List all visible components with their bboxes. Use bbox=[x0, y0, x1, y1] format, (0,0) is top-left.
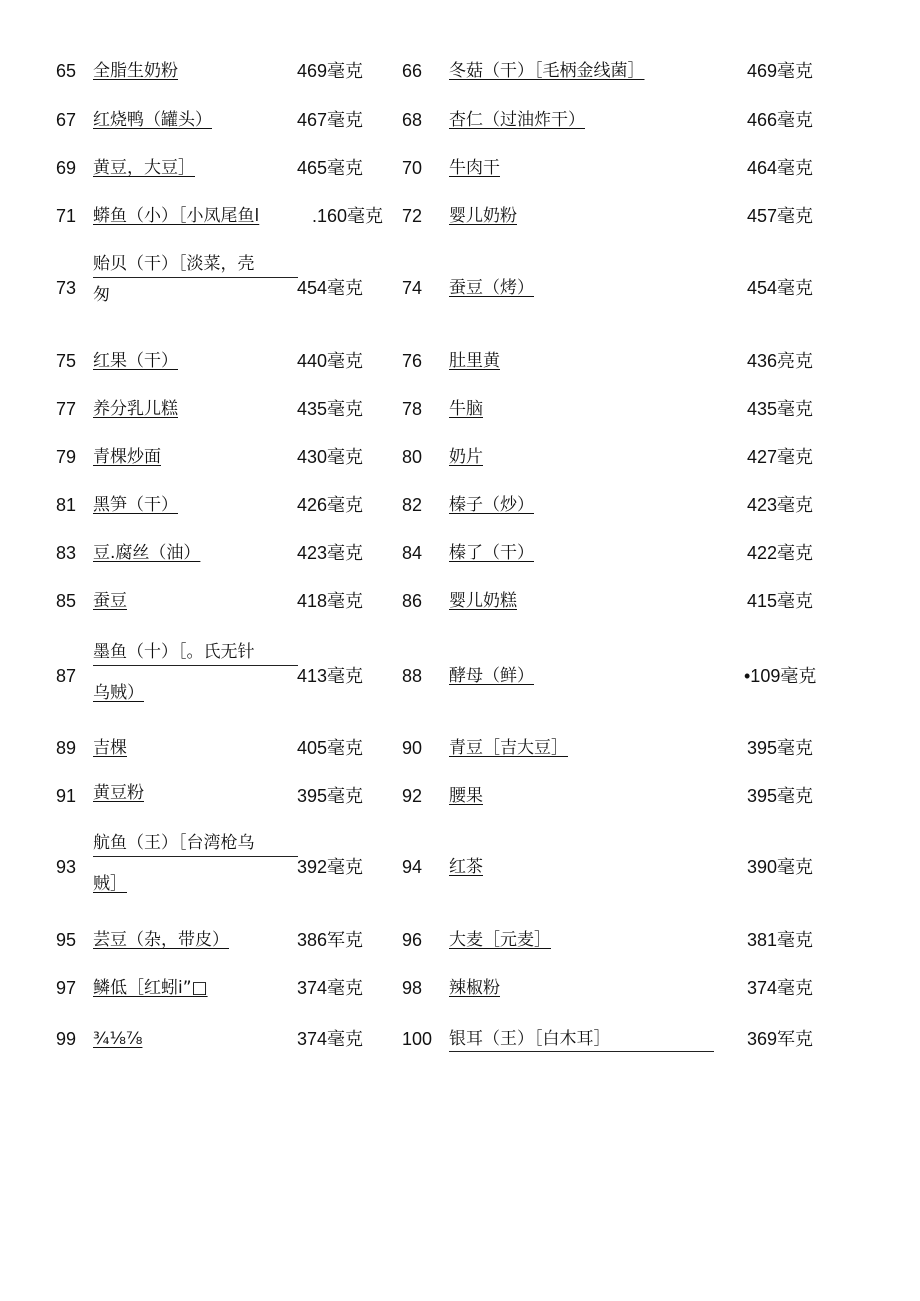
item-number: 66 bbox=[402, 61, 423, 81]
amount-value: 457毫克 bbox=[747, 206, 814, 226]
food-name: 牛肉干 bbox=[449, 158, 500, 178]
food-name: ¾⅛⅞ bbox=[93, 1029, 143, 1049]
amount-value: 436亮克 bbox=[747, 351, 814, 371]
item-number: 78 bbox=[402, 399, 423, 419]
food-name bbox=[93, 253, 298, 306]
amount-value: 374毫克 bbox=[747, 978, 814, 998]
amount-value: 381毫克 bbox=[747, 930, 814, 950]
food-name: 豆.腐丝（油） bbox=[93, 543, 201, 563]
food-name: 红茶 bbox=[449, 857, 483, 877]
item-number: 82 bbox=[402, 495, 423, 515]
food-name: 榛子（炒） bbox=[449, 495, 534, 515]
amount-value: 469毫克 bbox=[297, 61, 364, 81]
amount-value: 423毫克 bbox=[747, 495, 814, 515]
food-name: 青豆［吉大豆］ bbox=[449, 738, 568, 758]
amount-value: .160毫克 bbox=[312, 206, 384, 226]
item-number: 92 bbox=[402, 786, 423, 806]
item-number: 90 bbox=[402, 738, 423, 758]
item-number: 95 bbox=[56, 930, 77, 950]
amount-value: •109毫克 bbox=[744, 666, 817, 686]
amount-value: 374毫克 bbox=[297, 978, 364, 998]
item-number: 67 bbox=[56, 110, 77, 130]
food-name: 青棵炒面 bbox=[93, 447, 161, 467]
item-number: 81 bbox=[56, 495, 77, 515]
amount-value: 415毫克 bbox=[747, 591, 814, 611]
amount-value: 427毫克 bbox=[747, 447, 814, 467]
item-number: 86 bbox=[402, 591, 423, 611]
food-name: 腰果 bbox=[449, 786, 483, 806]
food-name: 黄豆，大豆］ bbox=[93, 158, 195, 178]
food-name: 婴儿奶粉 bbox=[449, 206, 517, 226]
food-name bbox=[93, 832, 298, 895]
item-number: 73 bbox=[56, 278, 77, 298]
food-name: 蟒鱼（小）［小凤尾鱼l bbox=[93, 206, 260, 226]
amount-value: 395毫克 bbox=[747, 738, 814, 758]
food-name: 辣椒粉 bbox=[449, 978, 500, 998]
food-name-line-1: 贻贝（干）［淡菜，壳 bbox=[93, 253, 298, 278]
food-name: 红烧鸭（罐头） bbox=[93, 110, 212, 130]
item-number: 99 bbox=[56, 1029, 77, 1049]
amount-value: 430毫克 bbox=[297, 447, 364, 467]
amount-value: 466毫克 bbox=[747, 110, 814, 130]
item-number: 88 bbox=[402, 666, 423, 686]
food-name: 黄豆粉 bbox=[93, 783, 144, 803]
item-number: 84 bbox=[402, 543, 423, 563]
food-name: 芸豆（杂，带皮） bbox=[93, 930, 229, 950]
food-name: 吉棵 bbox=[93, 738, 127, 758]
amount-value: 418毫克 bbox=[297, 591, 364, 611]
item-number: 94 bbox=[402, 857, 423, 877]
amount-value: 454毫克 bbox=[747, 278, 814, 298]
amount-value: 440毫克 bbox=[297, 351, 364, 371]
item-number: 80 bbox=[402, 447, 423, 467]
food-name bbox=[449, 1028, 714, 1052]
item-number: 91 bbox=[56, 786, 77, 806]
food-name bbox=[93, 641, 298, 704]
item-number: 87 bbox=[56, 666, 77, 686]
amount-value: 465毫克 bbox=[297, 158, 364, 178]
item-number: 65 bbox=[56, 61, 77, 81]
item-number: 96 bbox=[402, 930, 423, 950]
item-number: 68 bbox=[402, 110, 423, 130]
amount-value: 405毫克 bbox=[297, 738, 364, 758]
item-number: 69 bbox=[56, 158, 77, 178]
amount-value: 467毫克 bbox=[297, 110, 364, 130]
item-number: 75 bbox=[56, 351, 77, 371]
food-name: 鳞低［红蚓i”□ bbox=[93, 978, 208, 998]
amount-value: 413毫克 bbox=[297, 666, 364, 686]
food-name: 冬菇（干）［毛柄金线菌］ bbox=[449, 61, 645, 81]
item-number: 79 bbox=[56, 447, 77, 467]
food-name-line-2: 乌贼） bbox=[93, 683, 144, 703]
amount-value: 426毫克 bbox=[297, 495, 364, 515]
amount-value: 422毫克 bbox=[747, 543, 814, 563]
food-name: 养分乳儿糕 bbox=[93, 399, 178, 419]
food-name: 红果（干） bbox=[93, 351, 178, 371]
food-name: 蚕豆（烤） bbox=[449, 278, 534, 298]
item-number: 76 bbox=[402, 351, 423, 371]
food-name: 酵母（鲜） bbox=[449, 666, 534, 686]
item-number: 70 bbox=[402, 158, 423, 178]
food-name-line-2: 匆 bbox=[93, 285, 110, 305]
amount-value: 469毫克 bbox=[747, 61, 814, 81]
item-number: 77 bbox=[56, 399, 77, 419]
amount-value: 454毫克 bbox=[297, 278, 364, 298]
amount-value: 464毫克 bbox=[747, 158, 814, 178]
amount-value: 386军克 bbox=[297, 930, 364, 950]
amount-value: 423毫克 bbox=[297, 543, 364, 563]
item-number: 98 bbox=[402, 978, 423, 998]
food-name-line-2: 贼］ bbox=[93, 874, 127, 894]
food-name-line-1: 墨鱼（十）［。氏无针 bbox=[93, 641, 298, 666]
food-name: 大麦［元麦］ bbox=[449, 930, 551, 950]
amount-value: 395毫克 bbox=[297, 786, 364, 806]
food-name: 肚里黄 bbox=[449, 351, 500, 371]
food-name: 榛了（干） bbox=[449, 543, 534, 563]
food-name: 婴儿奶糕 bbox=[449, 591, 517, 611]
item-number: 93 bbox=[56, 857, 77, 877]
item-number: 74 bbox=[402, 278, 423, 298]
amount-value: 395毫克 bbox=[747, 786, 814, 806]
food-name-text: 银耳（王）［白木耳］ bbox=[449, 1028, 714, 1052]
amount-value: 392毫克 bbox=[297, 857, 364, 877]
food-name: 全脂生奶粉 bbox=[93, 61, 178, 81]
amount-value: 390毫克 bbox=[747, 857, 814, 877]
food-name: 杏仁（过油炸干） bbox=[449, 110, 585, 130]
item-number: 71 bbox=[56, 206, 77, 226]
food-name-line-1: 航鱼（王）［台湾枪乌 bbox=[93, 832, 298, 857]
item-number: 83 bbox=[56, 543, 77, 563]
food-name: 牛脑 bbox=[449, 399, 483, 419]
item-number: 72 bbox=[402, 206, 423, 226]
food-name: 奶片 bbox=[449, 447, 483, 467]
item-number: 89 bbox=[56, 738, 77, 758]
amount-value: 374毫克 bbox=[297, 1029, 364, 1049]
amount-value: 435毫克 bbox=[747, 399, 814, 419]
food-name: 蚕豆 bbox=[93, 591, 127, 611]
item-number: 85 bbox=[56, 591, 77, 611]
amount-value: 435毫克 bbox=[297, 399, 364, 419]
amount-value: 369军克 bbox=[747, 1029, 814, 1049]
food-name: 黑笋（干） bbox=[93, 495, 178, 515]
item-number: 100 bbox=[402, 1029, 433, 1049]
item-number: 97 bbox=[56, 978, 77, 998]
